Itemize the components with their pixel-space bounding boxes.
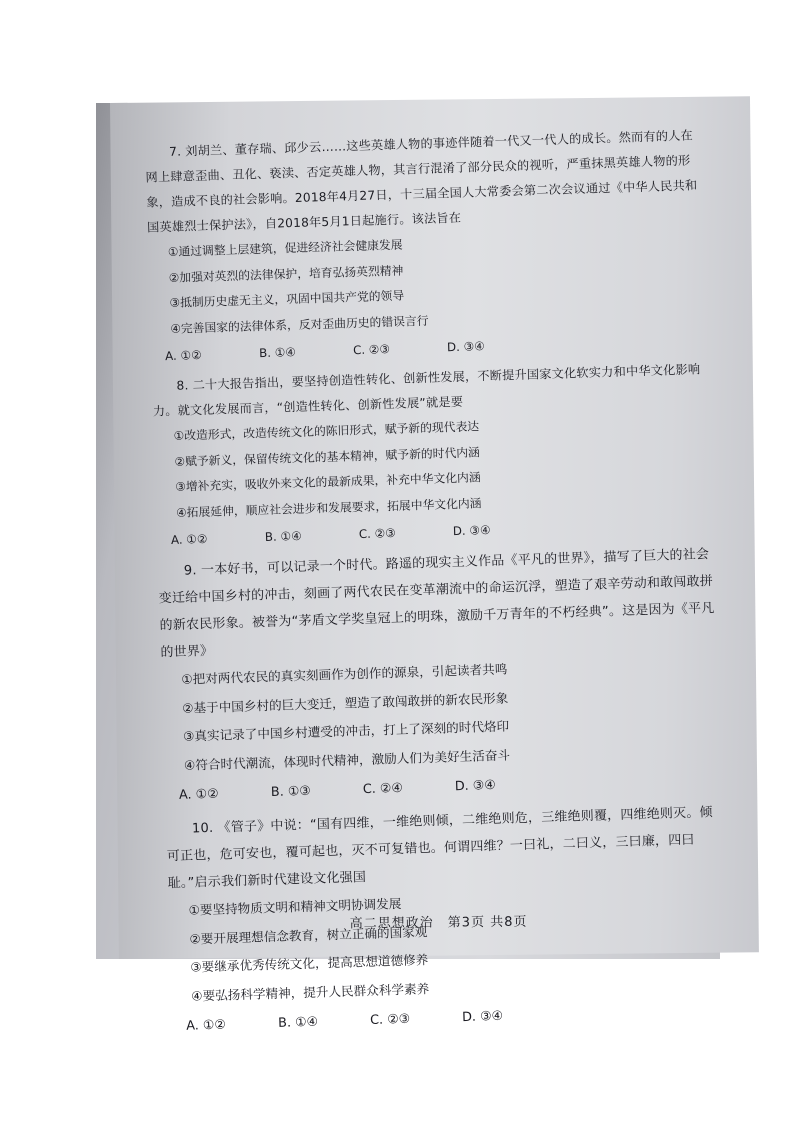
- question-7-option-4: ④完善国家的法律体系，反对歪曲历史的错误言行: [170, 313, 429, 336]
- page-footer: 高二思想政治 第3页 共8页: [349, 914, 528, 932]
- question-9-choice-d: D. ③④: [454, 777, 496, 795]
- question-9-choice-b: B. ①③: [270, 783, 312, 800]
- question-10-choice-a: A. ①②: [185, 1017, 227, 1034]
- question-10-stem: 10. 《管子》中说：“国有四维，一维绝则倾，二维绝则危，三维绝则覆，四维绝则灭。倾可正也，危可安也，覆可起也，灭不可复错也。何谓四维？一曰礼，二曰义，三曰廉，四曰耻。”启示我们新时代建设文化强国: [166, 805, 713, 892]
- question-10-choice-d: D. ③④: [461, 1008, 504, 1026]
- photo-of-exam-page: [96, 103, 720, 1034]
- question-10-choice-b: B. ①④: [277, 1014, 319, 1031]
- question-9-option-3: ③真实记录了中国乡村遭受的冲击，打上了深刻的时代烙印: [182, 718, 510, 744]
- question-9: [158, 541, 726, 810]
- question-10-option-4: ④要弘扬科学精神，提升人民群众科学素养: [191, 980, 430, 1004]
- question-7-stem: 7. 刘胡兰、董存瑞、邱少云……这些英雄人物的事迹伴随着一代又一代人的成长。然而有的人在网上肆意歪曲、丑化、亵渎、否定英雄人物，其言行混淆了部分民众的视听，严重抹黑英雄人物的形象，造成不良的社会影响。2018年4月27日，十三届全国人大常委会第二次会议通过《中华人民共和国英雄烈士保护法》，自2018年5月1日起施行。该法旨在: [145, 128, 698, 235]
- exam-sheet: [110, 96, 759, 1034]
- question-8-option-3: ③增补充实，吸收外来文化的最新成果，补充中华文化内涵: [175, 470, 481, 494]
- question-9-option-4: ④符合时代潮流，体现时代精神，激励人们为美好生活奋斗: [183, 746, 511, 773]
- question-7: [144, 123, 711, 368]
- question-8-choice-b: B. ①④: [264, 528, 302, 545]
- question-10-option-1: ①要坚持物质文明和精神文明协调发展: [188, 895, 402, 918]
- question-8-stem: 8. 二十大报告指出，要坚持创造性转化、创新性发展，不断提升国家文化软实力和中华文化影响力。就文化发展而言，“创造性转化、创新性发展”就是要: [152, 362, 701, 419]
- question-10-choice-c: C. ②③: [369, 1011, 411, 1028]
- question-8-choice-c: C. ②③: [358, 525, 396, 542]
- question-8-option-4: ④拓展延伸，顺应社会进步和发展要求，拓展中华文化内涵: [175, 495, 482, 520]
- question-7-option-2: ②加强对英烈的法律保护，培育弘扬英烈精神: [168, 263, 404, 285]
- question-9-choice-a: A. ①②: [178, 786, 219, 803]
- question-9-stem: 9. 一本好书，可以记录一个时代。路遥的现实主义作品《平凡的世界》，描写了巨大的社会变迁给中国乡村的冲击，刻画了两代农民在变革潮流中的命运沉浮，塑造了艰辛劳动和敢闯敢拼的新农民形象。被誉为“茅盾文学奖皇冠上的明珠，激励千万青年的不朽经典”。这是因为《平凡的世界》: [158, 547, 715, 661]
- question-8-choice-d: D. ③④: [452, 522, 491, 539]
- question-8-choice-a: A. ①②: [170, 531, 208, 548]
- question-7-option-1: ①通过调整上层建筑，促进经济社会健康发展: [167, 237, 403, 259]
- question-8-option-2: ②赋予新义，保留传统文化的基本精神，赋予新的时代内涵: [174, 444, 481, 469]
- question-9-choice-c: C. ②④: [362, 780, 404, 798]
- question-7-choice-c: C. ②③: [352, 342, 391, 358]
- question-10-option-3: ③要继承优秀传统文化，提高思想道德修养: [190, 952, 429, 975]
- question-7-choice-b: B. ①④: [258, 344, 297, 361]
- question-7-choice-a: A. ①②: [164, 347, 202, 364]
- question-8: [152, 357, 717, 553]
- question-7-option-3: ③抵制历史虚无主义，巩固中国共产党的领导: [169, 288, 405, 310]
- question-7-choice-d: D. ③④: [446, 339, 485, 355]
- question-9-option-1: ①把对两代农民的真实刻画作为创作的源泉，引起读者共鸣: [181, 661, 508, 687]
- question-9-option-2: ②基于中国乡村的巨大变迁，塑造了敢闯敢拼的新农民形象: [181, 689, 509, 716]
- question-10-option-2: ②要开展理想信念教育，树立正确的国家观: [189, 923, 428, 947]
- question-8-option-1: ①改造形式，改造传统文化的陈旧形式，赋予新的现代表达: [173, 419, 480, 443]
